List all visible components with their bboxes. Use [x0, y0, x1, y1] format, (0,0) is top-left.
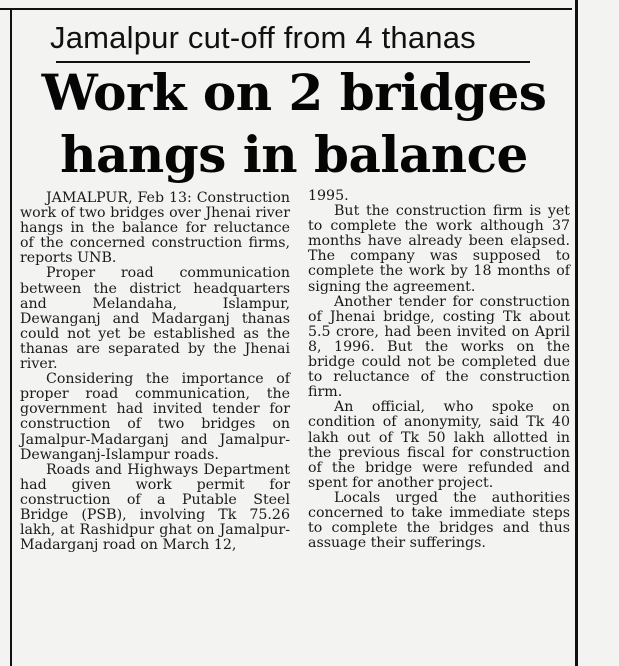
paragraph: Roads and Highways Department had given work permit for construction of a Putable Steel Bridge (PSB), involving Tk 75.26 lakh, at Rashidpur ghat on Jamalpur-Madarganj road on March 12, — [20, 461, 290, 554]
kicker-headline: Jamalpur cut-off from 4 thanas — [50, 20, 476, 55]
right-column — [308, 189, 570, 551]
paragraph: Proper road communication between the district headquarters and Melandaha, Islampur, Dewanganj and Madarganj thanas could not yet be established as the thanas are separated by the Jhenai river. — [20, 265, 290, 373]
paragraph: Considering the importance of proper road communication, the government had invited tender for construction of two bridges on Jamalpur-Madarganj and Jamalpur-Dewanganj-Islampur roads. — [20, 371, 290, 463]
paragraph: But the construction firm is yet to complete the work although 37 months have already been elapsed. The company was supposed to complete the work by 18 months of signing the agreement. — [308, 203, 570, 295]
paragraph-continuation: 1995. — [308, 188, 349, 204]
top-border-rule — [0, 8, 572, 10]
right-border-rule — [575, 0, 578, 666]
main-headline: Work on 2 bridges hangs in balance — [41, 63, 547, 184]
left-border-rule — [10, 8, 12, 666]
left-column — [20, 191, 290, 553]
paragraph: JAMALPUR, Feb 13: Construction work of two bridges over Jhenai river hangs in the balance for reluctance of the concerned construction firms, reports UNB. — [20, 190, 290, 267]
paragraph: An official, who spoke on condition of anonymity, said Tk 40 lakh out of Tk 50 lakh allotted in the previous fiscal for construction of the bridge were refunded and spent for another project. — [308, 399, 570, 491]
paragraph: Another tender for construction of Jhenai bridge, costing Tk about 5.5 crore, had been invited on April 8, 1996. But the works on the bridge could not be completed due to reluctance of the construction firm. — [308, 293, 570, 401]
paragraph: Locals urged the authorities concerned to take immediate steps to complete the bridges and thus assuage their sufferings. — [308, 489, 570, 552]
